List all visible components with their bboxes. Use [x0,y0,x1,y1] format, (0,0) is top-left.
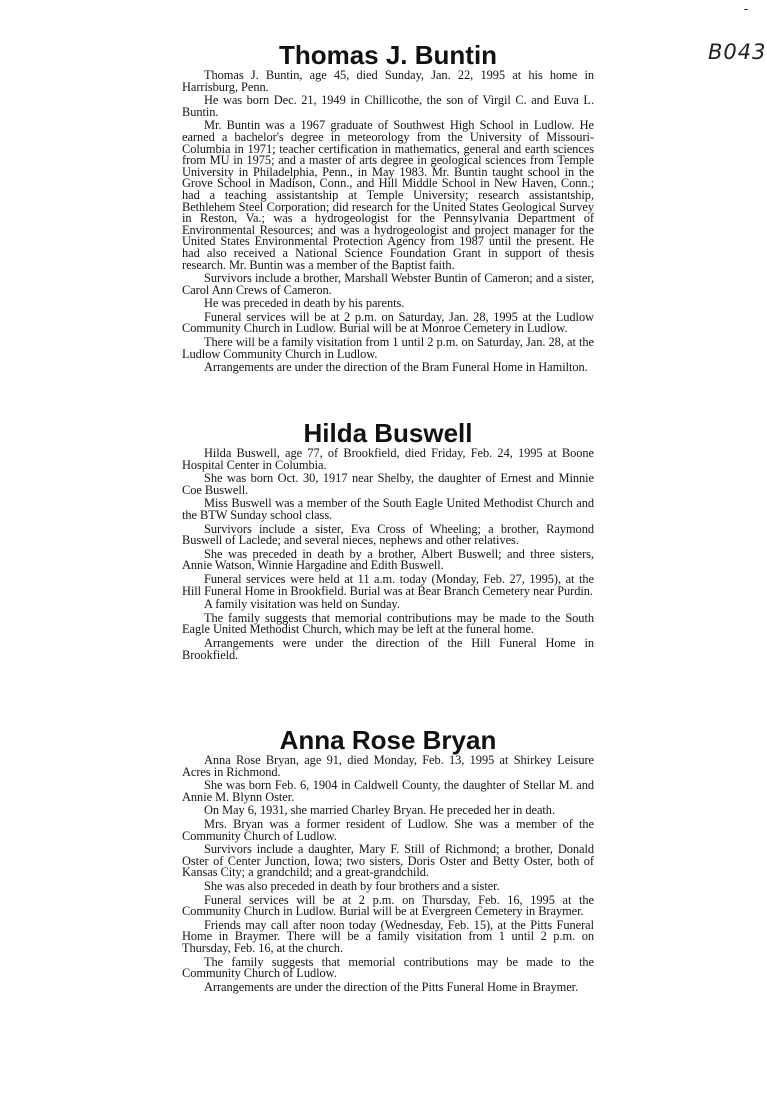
obituary-paragraph: Funeral services will be at 2 p.m. on Saturday, Jan. 28, 1995 at the Ludlow Community Church in Ludlow. Burial will be at Monroe Cemetery in Ludlow. [182,309,594,336]
obituary-paragraph: On May 6, 1931, she married Charley Bryan. He preceded her in death. [204,803,555,818]
obituary-paragraph: Arrangements were under the direction of the Hill Funeral Home in Brookfield. [182,635,594,662]
obituary-paragraph: Survivors include a daughter, Mary F. Still of Richmond; a brother, Donald Oster of Center Junction, Iowa; two sisters, Doris Oster and Betty Oster, both of Kansas City; a grandchild; and a great-grandchild. [182,842,594,880]
obituary-paragraph: She was born Oct. 30, 1917 near Shelby, the daughter of Ernest and Minnie Coe Buswell. [182,471,594,497]
obituary-paragraph: She was also preceded in death by four brothers and a sister. [204,878,500,893]
obituary-paragraph: She was preceded in death by a brother, Albert Buswell; and three sisters, Annie Watson, Winnie Hargadine and Edith Buswell. [182,546,594,573]
obituary-paragraph: Miss Buswell was a member of the South Eagle United Methodist Church and the BTW Sunday school class. [182,496,594,522]
obituary-paragraph: Hilda Buswell, age 77, of Brookfield, died Friday, Feb. 24, 1995 at Boone Hospital Center in Columbia. [182,446,594,472]
obituary-paragraph: Arrangements are under the direction of the Bram Funeral Home in Hamilton. [204,360,588,375]
obituary-paragraph: The family suggests that memorial contributions may be made to the South Eagle United Methodist Church, which may be left at the funeral home. [182,610,594,637]
obituary-paragraph: Arrangements are under the direction of the Pitts Funeral Home in Braymer. [204,979,579,994]
obituary-body [182,755,594,993]
obituary-paragraph: Funeral services were held at 11 a.m. today (Monday, Feb. 27, 1995), at the Hill Funeral Home in Brookfield. Burial was at Bear Branch Cemetery near Purdin. [182,571,594,598]
obituary-name: Hilda Buswell [303,418,473,448]
obituary-paragraph: She was born Feb. 6, 1904 in Caldwell County, the daughter of Stellar M. and Annie M. Blynn Oster. [182,778,594,804]
obituary-paragraph: The family suggests that memorial contributions may be made to the Community Church of Ludlow. [182,954,594,981]
obituary-paragraph: He was preceded in death by his parents. [204,296,405,311]
obituary-paragraph: Friends may call after noon today (Wednesday, Feb. 15), at the Pitts Funeral Home in Braymer. There will be a family visitation from 1 until 2 p.m. on Thursday, Feb. 16, at the church. [182,917,594,955]
obituary-paragraph: Survivors include a brother, Marshall Webster Buntin of Cameron; and a sister, Carol Ann Crews of Cameron. [182,271,594,297]
obituary-paragraph: There will be a family visitation from 1 until 2 p.m. on Saturday, Jan. 28, at the Ludlow Community Church in Ludlow. [182,335,594,361]
obituary-paragraph: A family visitation was held on Sunday. [204,597,400,612]
obituary-body [182,448,594,661]
obituary-paragraph: Mr. Buntin was a 1967 graduate of Southwest High School in Ludlow. He earned a bachelor's degree in meteorology from the University of Missouri-Columbia in 1971; teacher certification in mathematics, general and earth sciences from MU in 1975; and a master of arts degree in geological sciences from Temple University in Philadelphia, Penn., in May 1983. Mr. Buntin taught school in the Grove School in Madison, Conn., and Hill Middle School in New Haven, Conn.; had a teaching assistantship at Temple University; research assistantship, Bethlehem Steel Corporation; did research for the United States Geological Survey in Reston, Va.; was a hydrogeologist for the Pennsylvania Department of Environmental Resources; and was a hydrogeologist and project manager for the United States Environmental Protection Agency from 1987 until the present. He had also received a National Science Foundation Grant in support of thesis research. Mr. Buntin was a member of the Baptist faith. [182,118,594,272]
obituary-name: Anna Rose Bryan [279,725,497,755]
obituary-paragraph: Anna Rose Bryan, age 91, died Monday, Feb. 13, 1995 at Shirkey Leisure Acres in Richmond. [182,753,594,779]
obituary-paragraph: Survivors include a sister, Eva Cross of Wheeling; a brother, Raymond Buswell of Laclede; and several nieces, nephews and other relatives. [182,521,594,548]
obituary-hilda-buswell [182,418,594,661]
obituary-thomas-buntin [182,40,594,374]
corner-mark: - [744,2,749,16]
accession-number: B043 [708,40,767,64]
obituary-anna-rose-bryan [182,725,594,993]
obituary-name: Thomas J. Buntin [278,40,498,70]
obituary-paragraph: He was born Dec. 21, 1949 in Chillicothe, the son of Virgil C. and Euva L. Buntin. [182,93,594,119]
obituary-paragraph: Funeral services will be at 2 p.m. on Thursday, Feb. 16, 1995 at the Community Church in Ludlow. Burial will be at Evergreen Cemetery in Braymer. [182,892,594,919]
obituary-body [182,70,594,374]
obituary-paragraph: Mrs. Bryan was a former resident of Ludlow. She was a member of the Community Church of Ludlow. [182,816,594,843]
obituary-paragraph: Thomas J. Buntin, age 45, died Sunday, Jan. 22, 1995 at his home in Harrisburg, Penn. [182,68,594,94]
